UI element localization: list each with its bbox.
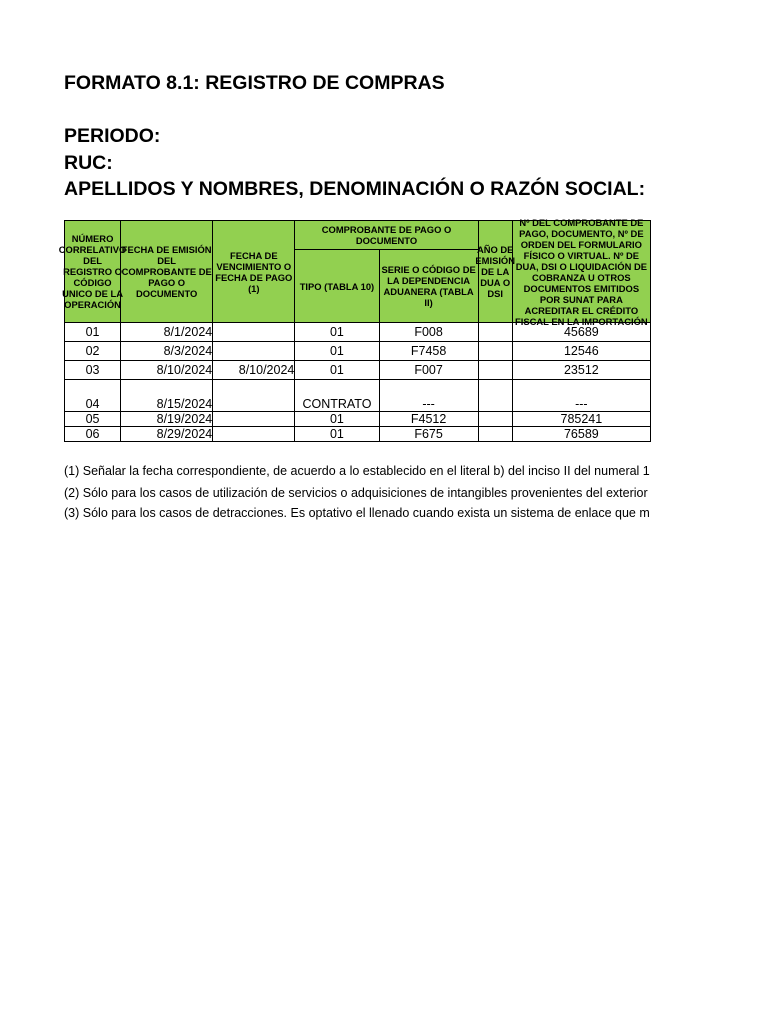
cell-serie[interactable]: F4512 (379, 412, 478, 427)
cell-anio[interactable] (478, 342, 512, 361)
cell-numero[interactable]: 04 (65, 380, 121, 412)
cell-tipo[interactable]: 01 (295, 323, 379, 342)
cell-tipo[interactable]: 01 (295, 342, 379, 361)
cell-fecha-vencimiento[interactable] (213, 323, 295, 342)
cell-fecha-vencimiento[interactable] (213, 412, 295, 427)
cell-anio[interactable] (478, 323, 512, 342)
cell-serie[interactable]: F007 (379, 361, 478, 380)
cell-fecha-vencimiento[interactable] (213, 380, 295, 412)
cell-serie[interactable]: --- (379, 380, 478, 412)
footnote-2: (2) Sólo para los casos de utilización de servicios o adquisiciones de intangibles provenientes del exterior (64, 486, 648, 500)
cell-numero-comprobante[interactable]: 76589 (512, 427, 650, 442)
cell-numero-comprobante[interactable]: 45689 (512, 323, 650, 342)
ruc-label: RUC: (64, 152, 113, 174)
table-row (65, 412, 651, 427)
cell-fecha-emision[interactable]: 8/3/2024 (121, 342, 213, 361)
periodo-label: PERIODO: (64, 125, 161, 147)
cell-numero[interactable]: 06 (65, 427, 121, 442)
cell-anio[interactable] (478, 412, 512, 427)
table-row (65, 342, 651, 361)
header-numero-comprobante: Nº DEL COMPROBANTE DE PAGO, DOCUMENTO, Nº DE ORDEN DEL FORMULARIO FÍSICO O VIRTUAL. Nº DE DUA, DSI O LIQUIDACIÓN DE COBRANZA U OTROS DOCUMENTOS EMITIDOS POR SUNAT PARA ACREDITAR EL CRÉDITO FISCAL EN LA IMPORTACIÓN (512, 221, 650, 323)
cell-numero[interactable]: 01 (65, 323, 121, 342)
header-numero-correlativo: NÚMERO CORRELATIVO DEL REGISTRO O CÓDIGO UNICO DE LA OPERACIÓN (65, 221, 121, 323)
cell-anio[interactable] (478, 380, 512, 412)
cell-tipo[interactable]: 01 (295, 412, 379, 427)
cell-fecha-emision[interactable]: 8/29/2024 (121, 427, 213, 442)
razon-social-label: APELLIDOS Y NOMBRES, DENOMINACIÓN O RAZÓN SOCIAL: (64, 178, 646, 200)
footnote-1: (1) Señalar la fecha correspondiente, de acuerdo a lo establecido en el literal b) del inciso II del numeral 1 (64, 464, 650, 478)
cell-fecha-vencimiento[interactable] (213, 427, 295, 442)
cell-numero-comprobante[interactable]: 785241 (512, 412, 650, 427)
table-row (65, 380, 651, 412)
header-fecha-vencimiento: FECHA DE VENCIMIENTO O FECHA DE PAGO (1) (213, 221, 295, 323)
header-comprobante-group: COMPROBANTE DE PAGO O DOCUMENTO (295, 221, 478, 250)
header-serie: SERIE O CÓDIGO DE LA DEPENDENCIA ADUANERA (TABLA II) (379, 250, 478, 323)
cell-fecha-emision[interactable]: 8/1/2024 (121, 323, 213, 342)
table-row (65, 427, 651, 442)
cell-numero[interactable]: 02 (65, 342, 121, 361)
cell-fecha-vencimiento[interactable]: 8/10/2024 (213, 361, 295, 380)
header-anio-emision: AÑO DE EMISIÓN DE LA DUA O DSI (478, 221, 512, 323)
cell-numero-comprobante[interactable]: --- (512, 380, 650, 412)
header-fecha-emision: FECHA DE EMISIÓN DEL COMPROBANTE DE PAGO O DOCUMENTO (121, 221, 213, 323)
cell-serie[interactable]: F675 (379, 427, 478, 442)
cell-numero-comprobante[interactable]: 23512 (512, 361, 650, 380)
format-title: FORMATO 8.1: REGISTRO DE COMPRAS (64, 72, 445, 94)
header-tipo: TIPO (TABLA 10) (295, 250, 379, 323)
cell-serie[interactable]: F008 (379, 323, 478, 342)
cell-fecha-emision[interactable]: 8/15/2024 (121, 380, 213, 412)
cell-numero-comprobante[interactable]: 12546 (512, 342, 650, 361)
table-row (65, 361, 651, 380)
footnote-3: (3) Sólo para los casos de detracciones. Es optativo el llenado cuando exista un sistema de enlace que m (64, 506, 650, 520)
cell-serie[interactable]: F7458 (379, 342, 478, 361)
cell-fecha-vencimiento[interactable] (213, 342, 295, 361)
cell-numero[interactable]: 05 (65, 412, 121, 427)
spreadsheet-sheet (58, 0, 650, 1024)
cell-tipo[interactable]: 01 (295, 427, 379, 442)
cell-fecha-emision[interactable]: 8/10/2024 (121, 361, 213, 380)
cell-fecha-emision[interactable]: 8/19/2024 (121, 412, 213, 427)
cell-tipo[interactable]: CONTRATO (295, 380, 379, 412)
purchase-register-table (58, 216, 651, 442)
cell-anio[interactable] (478, 427, 512, 442)
cell-anio[interactable] (478, 361, 512, 380)
cell-tipo[interactable]: 01 (295, 361, 379, 380)
cell-numero[interactable]: 03 (65, 361, 121, 380)
